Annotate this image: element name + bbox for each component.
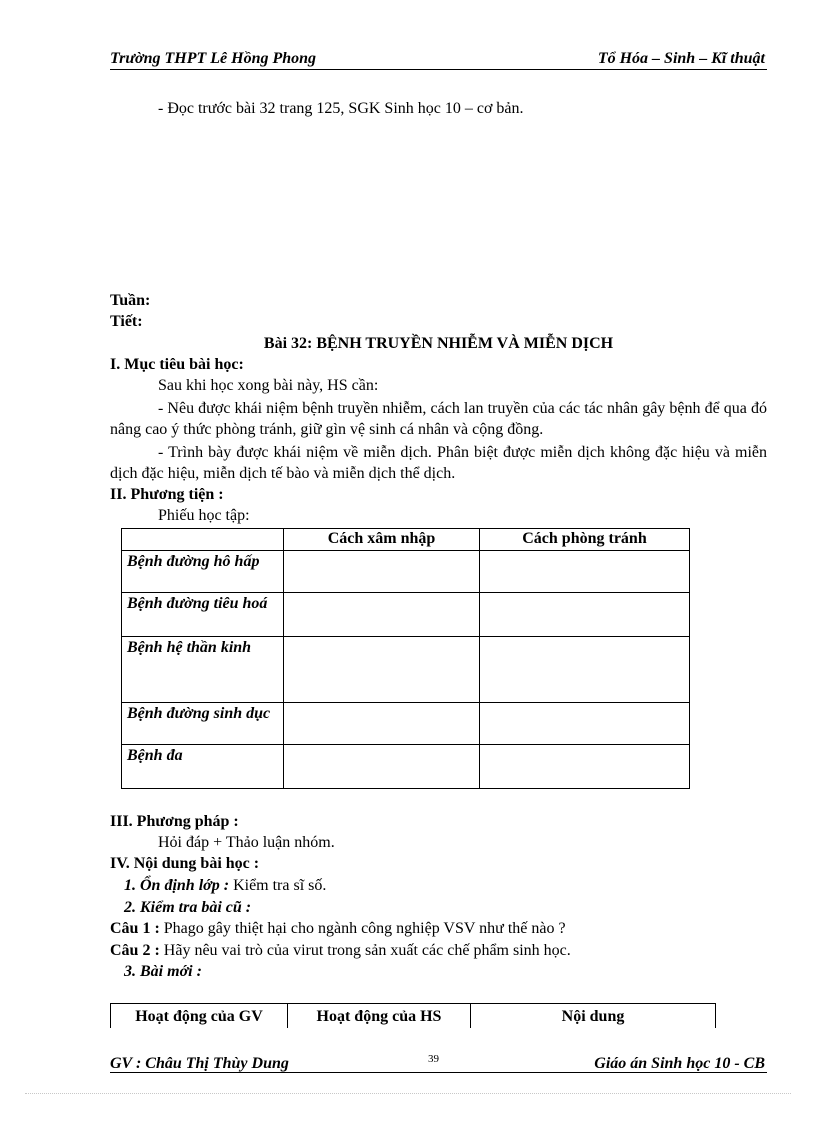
subject-name: Giáo án Sinh học 10 - CB xyxy=(594,1055,765,1072)
q1-label: Câu 1 : xyxy=(110,920,160,937)
section1-goal1: - Nêu được khái niệm bệnh truyền nhiễm, cách lan truyền của các tác nhân gây bệnh để qua đó nâng cao ý thức phòng tránh, giữ gìn vệ sinh cá nhân và cộng đồng. xyxy=(110,400,767,438)
table-cell xyxy=(284,745,480,789)
step1-text: Kiểm tra sĩ số. xyxy=(233,877,327,894)
table-cell xyxy=(284,637,480,703)
teacher-name: GV : Châu Thị Thùy Dung xyxy=(110,1055,289,1072)
table-row xyxy=(122,637,690,703)
section2-heading: II. Phương tiện : xyxy=(110,486,224,503)
table-header-empty xyxy=(122,529,284,551)
activity-col-gv xyxy=(110,1003,287,1028)
row-label-nervous: Bệnh hệ thần kinh xyxy=(122,637,284,703)
table-header-prevention: Cách phòng tránh xyxy=(480,529,690,551)
row-label-respiratory: Bệnh đường hô hấp xyxy=(122,551,284,593)
q2-label: Câu 2 : xyxy=(110,942,160,959)
school-name: Trường THPT Lê Hồng Phong xyxy=(110,50,317,67)
table-row xyxy=(122,703,690,745)
activity-col-content xyxy=(470,1003,716,1028)
table-cell xyxy=(284,703,480,745)
table-row xyxy=(122,593,690,637)
table-cell xyxy=(480,593,690,637)
row-label-digestive: Bệnh đường tiêu hoá xyxy=(122,593,284,637)
worksheet-label: Phiếu học tập: xyxy=(158,507,250,524)
activity-col-gv-label: Hoạt động của GV xyxy=(135,1008,263,1025)
week-label: Tuần: xyxy=(110,292,151,309)
q2-text: Hãy nêu vai trò của virut trong sản xuất các chế phẩm sinh học. xyxy=(163,942,571,959)
question1 xyxy=(110,920,566,938)
table-cell xyxy=(480,637,690,703)
activity-col-hs xyxy=(287,1003,470,1028)
step1-label: 1. Ổn định lớp : xyxy=(124,877,230,894)
table-cell xyxy=(480,703,690,745)
section3-content: Hỏi đáp + Thảo luận nhóm. xyxy=(158,834,335,851)
page-edge-divider xyxy=(25,1093,791,1094)
row-label-reproductive: Bệnh đường sinh dục xyxy=(122,703,284,745)
section1-goal2: - Trình bày được khái niệm về miễn dịch. Phân biệt được miễn dịch không đặc hiệu và miễn dịch đặc hiệu, miễn dịch tế bào và miễn dịch thể dịch. xyxy=(110,444,767,482)
header-rule xyxy=(110,69,767,70)
question2 xyxy=(110,942,571,960)
page-number: 39 xyxy=(428,1053,439,1065)
lesson-title: Bài 32: BỆNH TRUYỀN NHIỄM VÀ MIỄN DỊCH xyxy=(263,335,614,352)
q1-text: Phago gây thiệt hại cho ngành công nghiệp VSV như thế nào ? xyxy=(163,920,566,937)
section3-heading: III. Phương pháp : xyxy=(110,813,239,830)
row-label-skin: Bệnh đa xyxy=(122,745,284,789)
period-label: Tiết: xyxy=(110,313,143,330)
table-cell xyxy=(480,745,690,789)
department-name: Tổ Hóa – Sinh – Kĩ thuật xyxy=(597,50,765,67)
table-row xyxy=(122,745,690,789)
activity-col-hs-label: Hoạt động của HS xyxy=(316,1008,442,1025)
table-header-entry: Cách xâm nhập xyxy=(284,529,480,551)
step1-line xyxy=(124,877,326,895)
section1-intro: Sau khi học xong bài này, HS cần: xyxy=(158,377,379,394)
table-row xyxy=(122,551,690,593)
table-cell xyxy=(284,593,480,637)
activity-col-content-label: Nội dung xyxy=(561,1008,625,1025)
step2-label: 2. Kiểm tra bài cũ : xyxy=(124,899,252,916)
table-cell xyxy=(480,551,690,593)
table-cell xyxy=(284,551,480,593)
section1-heading: I. Mục tiêu bài học: xyxy=(110,356,244,373)
worksheet-table xyxy=(121,528,690,789)
prep-note: - Đọc trước bài 32 trang 125, SGK Sinh học 10 – cơ bản. xyxy=(158,100,524,117)
section4-heading: IV. Nội dung bài học : xyxy=(110,855,260,872)
step3-label: 3. Bài mới : xyxy=(124,963,202,980)
